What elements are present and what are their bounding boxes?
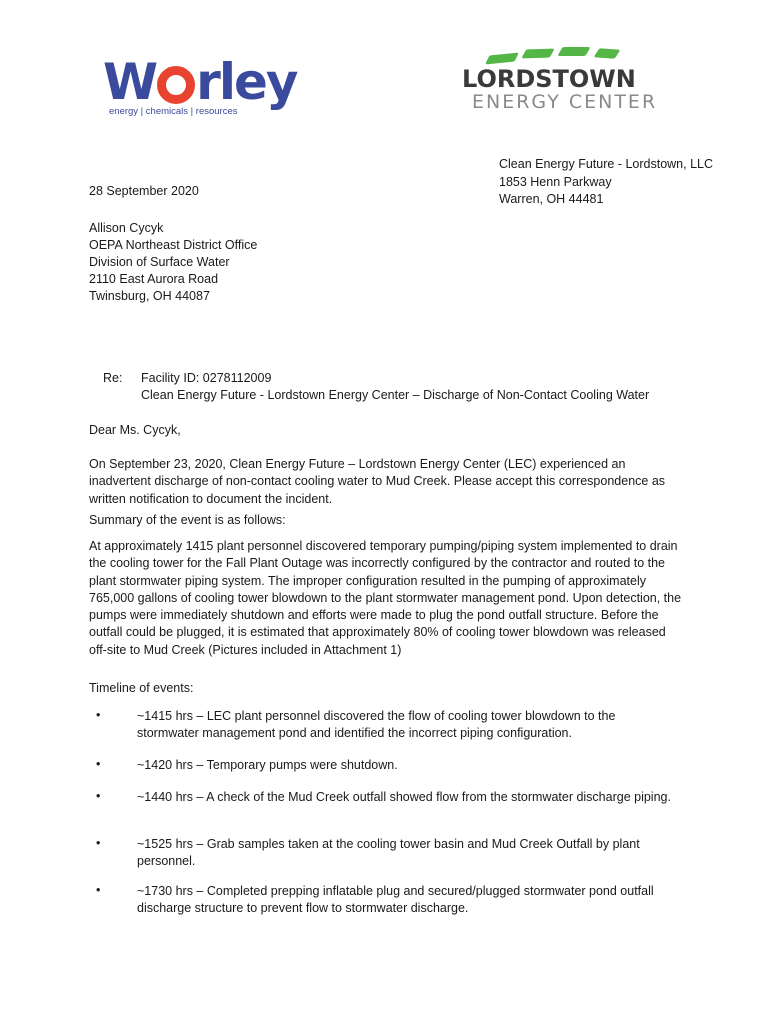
- timeline-item: ~1730 hrs – Completed prepping inflatable plug and secured/plugged stormwater pond outfall discharge structure to prevent flow to stormwater discharge.: [137, 884, 654, 915]
- timeline-item: ~1415 hrs – LEC plant personnel discovered the flow of cooling tower blowdown to the stormwater management pond and identified the incorrect piping configuration.: [137, 709, 616, 740]
- summary-paragraph: At approximately 1415 plant personnel discovered temporary pumping/piping system implemented to drain the cooling tower for the Fall Plant Outage was incorrectly configured by the contractor and routed to the plant stormwater piping system. The improper configuration resulted in the pumping of approximately 765,000 gallons of cooling tower blowdown to the plant stormwater management pond. Upon detection, the pumps were immediately shutdown and efforts were made to plug the pond outfall structure. Before the outfall could be plugged, it is estimated that approximately 80% of cooling tower blowdown was released off-site to Mud Creek (Pictures included in Attachment 1): [89, 539, 682, 657]
- lordstown-logo: [462, 44, 658, 113]
- lordstown-name: LORDSTOWN: [462, 65, 636, 93]
- summary-heading: Summary of the event is as follows:: [89, 513, 286, 527]
- worley-tagline: energy | chemicals | resources: [109, 106, 238, 117]
- recipient-city: Twinsburg, OH 44087: [89, 289, 210, 303]
- sender-company: Clean Energy Future - Lordstown, LLC: [499, 157, 713, 171]
- timeline-heading: Timeline of events:: [89, 681, 194, 695]
- recipient-street: 2110 East Aurora Road: [89, 272, 219, 286]
- timeline-item: ~1420 hrs – Temporary pumps were shutdown.: [137, 758, 398, 772]
- worley-wordmark: W rley: [103, 53, 297, 111]
- salutation: Dear Ms. Cycyk,: [89, 423, 181, 437]
- lordstown-subtitle: ENERGY CENTER: [472, 91, 658, 113]
- bullet-icon: •: [96, 708, 101, 722]
- worley-logo: [103, 53, 297, 117]
- bullet-icon: •: [96, 757, 101, 771]
- recipient-office: OEPA Northeast District Office: [89, 238, 258, 252]
- bullet-icon: •: [96, 883, 101, 897]
- timeline-item: ~1440 hrs – A check of the Mud Creek outfall showed flow from the stormwater discharge piping.: [137, 790, 671, 804]
- recipient-name: Allison Cycyk: [89, 221, 164, 235]
- re-label: Re:: [103, 371, 123, 385]
- intro-paragraph: On September 23, 2020, Clean Energy Future – Lordstown Energy Center (LEC) experienced an inadvertent discharge of non-contact cooling water to Mud Creek. Please accept this correspondence as written notification to document the incident.: [89, 457, 666, 506]
- bullet-icon: •: [96, 836, 101, 850]
- re-facility-id: Facility ID: 0278112009: [141, 371, 272, 385]
- timeline-item: ~1525 hrs – Grab samples taken at the cooling tower basin and Mud Creek Outfall by plant personnel.: [137, 837, 640, 868]
- sender-street: 1853 Henn Parkway: [499, 175, 612, 189]
- re-subject: Clean Energy Future - Lordstown Energy Center – Discharge of Non-Contact Cooling Water: [141, 388, 650, 402]
- sender-city: Warren, OH 44481: [499, 192, 604, 206]
- lordstown-bars-icon: [462, 44, 648, 66]
- bullet-icon: •: [96, 789, 101, 803]
- worley-o-ring-icon: [157, 66, 195, 104]
- letter-date: 28 September 2020: [89, 184, 199, 198]
- recipient-division: Division of Surface Water: [89, 255, 230, 269]
